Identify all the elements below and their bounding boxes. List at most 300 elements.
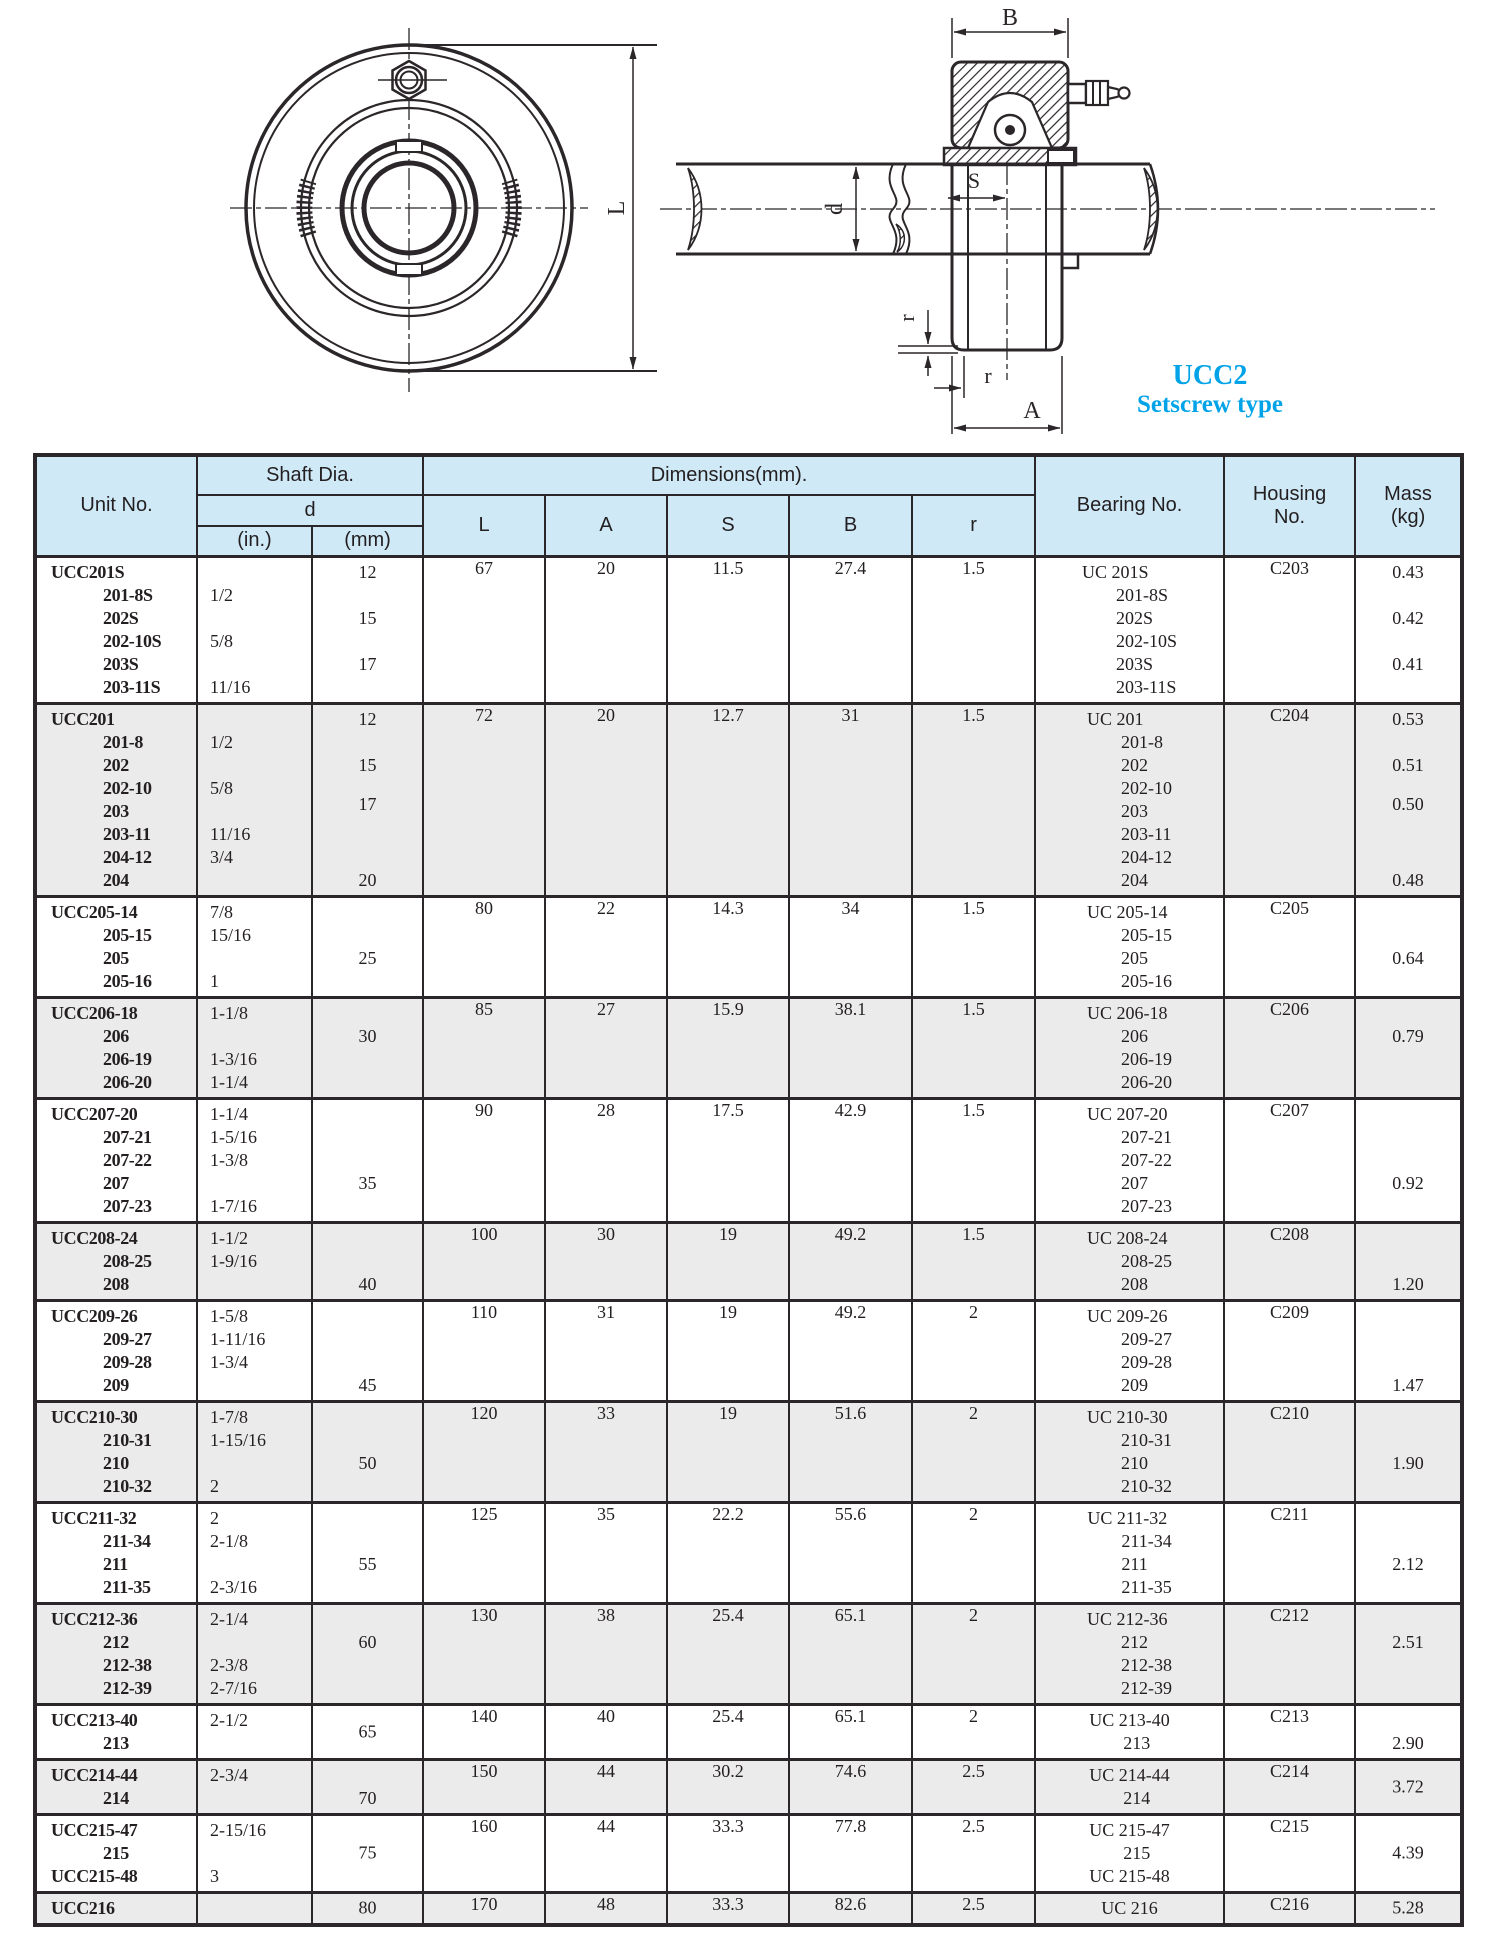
- col-header-housing-no: Housing No.: [1224, 455, 1355, 556]
- shaft-mm-cell-value: 25: [358, 947, 377, 968]
- mass-cell-value: 0.48: [1392, 869, 1424, 890]
- dim-A-cell: 20: [545, 556, 667, 703]
- mass-cell-value: 1.90: [1392, 1452, 1424, 1473]
- unit-no-line: UCC201: [51, 708, 115, 729]
- unit-no-line: 213: [103, 1732, 129, 1753]
- unit-no-line: 201-8S: [103, 584, 153, 605]
- bearing-no-line: UC 211-32: [1087, 1507, 1168, 1528]
- unit-no-line: 202-10: [103, 777, 152, 798]
- dim-r-cell: 2.5: [912, 1759, 1035, 1814]
- shaft-in-cell-value: 1-1/4: [210, 1071, 248, 1092]
- bearing-no-line: 204: [1121, 869, 1149, 890]
- shaft-in-cell-value: 11/16: [210, 823, 251, 844]
- table-row: [35, 1704, 1462, 1759]
- bearing-no-line: 202-10S: [1116, 630, 1178, 651]
- dim-S-cell: 11.5: [667, 556, 789, 703]
- dim-S-cell: 19: [667, 1401, 789, 1502]
- dim-r-cell: 2.5: [912, 1814, 1035, 1892]
- dim-B-cell: 65.1: [789, 1704, 912, 1759]
- dim-r-cell: 1.5: [912, 703, 1035, 896]
- mass-cell-value: 0.43: [1392, 561, 1424, 582]
- unit-no-cell: [35, 997, 197, 1098]
- shaft-in-cell-value: 1-1/2: [210, 1227, 248, 1248]
- dim-A-cell: 35: [545, 1502, 667, 1603]
- series-type: Setscrew type: [1136, 391, 1284, 419]
- knurl-right: [509, 181, 513, 235]
- bearing-no-line: 204-12: [1121, 846, 1173, 867]
- mass-cell: [1355, 1502, 1462, 1603]
- table-header: [35, 455, 1462, 556]
- setscrew-top: [396, 141, 422, 152]
- bearing-no-line: UC 210-30: [1087, 1406, 1168, 1427]
- table-body: [35, 556, 1462, 1925]
- unit-no-line: 206: [103, 1025, 129, 1046]
- unit-no-line: 208: [103, 1273, 129, 1294]
- dim-L-cell: 150: [423, 1759, 545, 1814]
- dim-S-cell: 25.4: [667, 1603, 789, 1704]
- col-header-mm: (mm): [312, 526, 423, 556]
- housing-no-cell: C210: [1224, 1401, 1355, 1502]
- shaft-in-cell-value: 2-15/16: [210, 1819, 266, 1840]
- dim-S-cell: 14.3: [667, 896, 789, 997]
- unit-no-cell: [35, 896, 197, 997]
- unit-no-cell: [35, 1098, 197, 1222]
- dim-A-cell: 33: [545, 1401, 667, 1502]
- housing-no-cell: C208: [1224, 1222, 1355, 1300]
- shaft-in-cell-value: 1-3/4: [210, 1351, 248, 1372]
- unit-no-line: 202: [103, 754, 129, 775]
- bearing-no-line: UC 209-26: [1087, 1305, 1168, 1326]
- shaft-mm-cell: [312, 1704, 423, 1759]
- shaft-in-cell-value: 2-3/4: [210, 1764, 248, 1785]
- shaft-mm-cell: [312, 1759, 423, 1814]
- bearing-no-line: UC 207-20: [1087, 1103, 1168, 1124]
- bearing-no-line: 206: [1121, 1025, 1149, 1046]
- col-header-bearing-no: Bearing No.: [1035, 455, 1224, 556]
- bearing-no-cell: [1035, 1401, 1224, 1502]
- dim-L-cell: 170: [423, 1892, 545, 1925]
- shaft-mm-cell: [312, 1401, 423, 1502]
- unit-no-line: 202S: [103, 607, 139, 628]
- unit-no-line: 209-28: [103, 1351, 152, 1372]
- unit-no-line: 203-11: [103, 823, 151, 844]
- unit-no-line: 206-20: [103, 1071, 152, 1092]
- unit-no-line: 204: [103, 869, 129, 890]
- mass-cell: [1355, 1401, 1462, 1502]
- mass-cell: [1355, 1222, 1462, 1300]
- shaft-in-cell: [197, 1222, 312, 1300]
- shaft-in-cell-value: 1-11/16: [210, 1328, 266, 1349]
- table-row: [35, 1603, 1462, 1704]
- housing-no-cell: C206: [1224, 997, 1355, 1098]
- shaft-in-cell-value: 7/8: [210, 901, 234, 922]
- bearing-no-line: 201-8: [1121, 731, 1164, 752]
- shaft-in-cell: [197, 556, 312, 703]
- unit-no-line: 204-12: [103, 846, 152, 867]
- unit-no-line: 208-25: [103, 1250, 152, 1271]
- mass-cell-value: 1.20: [1392, 1273, 1424, 1294]
- dim-S-cell: 19: [667, 1300, 789, 1401]
- mass-cell-value: 0.53: [1392, 708, 1424, 729]
- col-header-L: L: [423, 495, 545, 556]
- shaft-in-cell-value: 2-1/8: [210, 1530, 248, 1551]
- d-dim-label: d: [822, 203, 848, 215]
- unit-no-cell: [35, 1401, 197, 1502]
- col-header-S: S: [667, 495, 789, 556]
- mass-cell-value: 0.41: [1392, 653, 1424, 674]
- unit-no-line: 210: [103, 1452, 129, 1473]
- shaft-in-cell-value: 2-7/16: [210, 1677, 257, 1698]
- shaft-in-cell-value: 5/8: [210, 630, 234, 651]
- dim-r-cell: 2: [912, 1502, 1035, 1603]
- col-header-mass: Mass (kg): [1355, 455, 1462, 556]
- bearing-no-cell: [1035, 1814, 1224, 1892]
- unit-no-line: UCC207-20: [51, 1103, 138, 1124]
- knurl-left: [304, 181, 308, 235]
- shaft-in-cell: [197, 1502, 312, 1603]
- dim-B-cell: 51.6: [789, 1401, 912, 1502]
- shaft-mm-cell: [312, 1502, 423, 1603]
- dim-L-cell: 125: [423, 1502, 545, 1603]
- dim-r-cell: 2: [912, 1401, 1035, 1502]
- shaft-mm-cell-value: 45: [358, 1374, 377, 1395]
- grease-nipple-boss: [1068, 84, 1086, 103]
- shaft-in-cell-value: 2: [210, 1507, 219, 1528]
- dim-L-cell: 90: [423, 1098, 545, 1222]
- shaft-mm-cell-value: 35: [358, 1172, 377, 1193]
- unit-no-line: 207-21: [103, 1126, 152, 1147]
- shaft-in-cell: [197, 1704, 312, 1759]
- dim-B-cell: 38.1: [789, 997, 912, 1098]
- shaft-mm-cell: [312, 556, 423, 703]
- mass-cell-value: 0.79: [1392, 1025, 1424, 1046]
- spec-table: [33, 453, 1464, 1927]
- shaft-mm-cell-value: 40: [358, 1273, 377, 1294]
- table-row: [35, 703, 1462, 896]
- shaft-in-cell-value: 15/16: [210, 924, 252, 945]
- shaft-mm-cell: [312, 1892, 423, 1925]
- shaft-in-cell-value: 1-15/16: [210, 1429, 266, 1450]
- dim-S-cell: 15.9: [667, 997, 789, 1098]
- dim-S-cell: 25.4: [667, 1704, 789, 1759]
- unit-no-line: 206-19: [103, 1048, 152, 1069]
- dim-A-cell: 20: [545, 703, 667, 896]
- shaft-mm-cell: [312, 1300, 423, 1401]
- mass-cell: [1355, 1603, 1462, 1704]
- col-header-r: r: [912, 495, 1035, 556]
- bearing-no-cell: [1035, 1098, 1224, 1222]
- L-dim-label: L: [604, 200, 630, 216]
- bearing-no-line: 212-39: [1121, 1677, 1173, 1698]
- dim-B-cell: 82.6: [789, 1892, 912, 1925]
- housing-no-cell: C203: [1224, 556, 1355, 703]
- bearing-no-cell: [1035, 1704, 1224, 1759]
- shaft-in-cell-value: 1-3/16: [210, 1048, 257, 1069]
- dim-B-cell: 31: [789, 703, 912, 896]
- unit-no-line: UCC206-18: [51, 1002, 138, 1023]
- shaft-in-cell: [197, 1401, 312, 1502]
- dim-B-cell: 42.9: [789, 1098, 912, 1222]
- dim-r-cell: 2: [912, 1300, 1035, 1401]
- table-row: [35, 1759, 1462, 1814]
- mass-cell-value: 0.50: [1392, 793, 1424, 814]
- table-row: [35, 1401, 1462, 1502]
- bearing-no-cell: [1035, 1892, 1224, 1925]
- col-header-A: A: [545, 495, 667, 556]
- shaft-mm-cell-value: 50: [358, 1452, 377, 1473]
- table-row: [35, 997, 1462, 1098]
- shaft-mm-cell: [312, 703, 423, 896]
- unit-no-line: 212-38: [103, 1654, 152, 1675]
- dim-A-cell: 27: [545, 997, 667, 1098]
- dim-B-cell: 55.6: [789, 1502, 912, 1603]
- unit-no-line: UCC208-24: [51, 1227, 138, 1248]
- dim-S-cell: 19: [667, 1222, 789, 1300]
- dim-L-cell: 72: [423, 703, 545, 896]
- shaft-in-cell-value: 2: [210, 1475, 219, 1496]
- dim-A-cell: 38: [545, 1603, 667, 1704]
- dim-B-cell: 34: [789, 896, 912, 997]
- bearing-no-line: UC 212-36: [1087, 1608, 1168, 1629]
- unit-no-line: UCC213-40: [51, 1709, 138, 1730]
- unit-no-line: 207-22: [103, 1149, 152, 1170]
- dim-L-cell: 130: [423, 1603, 545, 1704]
- housing-no-cell: C214: [1224, 1759, 1355, 1814]
- unit-no-line: 207-23: [103, 1195, 152, 1216]
- housing-no-cell: C211: [1224, 1502, 1355, 1603]
- bearing-no-line: 210: [1121, 1452, 1149, 1473]
- bearing-no-line: 212-38: [1121, 1654, 1173, 1675]
- shaft-in-cell-value: 1-5/8: [210, 1305, 248, 1326]
- housing-no-cell: C204: [1224, 703, 1355, 896]
- dim-A-cell: 22: [545, 896, 667, 997]
- dim-B-cell: 49.2: [789, 1300, 912, 1401]
- housing-no-cell: C213: [1224, 1704, 1355, 1759]
- dim-S-cell: 22.2: [667, 1502, 789, 1603]
- unit-no-line: 209: [103, 1374, 129, 1395]
- bearing-no-line: 214: [1123, 1787, 1151, 1808]
- unit-no-cell: [35, 1222, 197, 1300]
- unit-no-line: 212: [103, 1631, 129, 1652]
- shaft-mm-cell-value: 65: [358, 1721, 377, 1741]
- shaft-mm-cell: [312, 896, 423, 997]
- bearing-no-line: 203: [1121, 800, 1149, 821]
- bearing-no-cell: [1035, 896, 1224, 997]
- unit-no-line: UCC214-44: [51, 1764, 138, 1785]
- unit-no-cell: [35, 1603, 197, 1704]
- shaft-in-cell-value: 2-1/4: [210, 1608, 248, 1629]
- mass-cell-value: 2.12: [1392, 1553, 1424, 1574]
- front-view-drawing: [230, 28, 657, 392]
- bearing-no-line: 205-16: [1121, 970, 1173, 991]
- bearing-no-cell: [1035, 1300, 1224, 1401]
- dim-r-cell: 2.5: [912, 1892, 1035, 1925]
- shaft-in-cell: [197, 1603, 312, 1704]
- shaft-mm-cell-value: 17: [358, 653, 377, 674]
- shaft-in-cell-value: 3/4: [210, 846, 234, 867]
- bearing-no-line: 201-8S: [1116, 584, 1169, 605]
- table-row: [35, 1300, 1462, 1401]
- shaft-in-cell-value: 3: [210, 1865, 219, 1886]
- dim-L-cell: 120: [423, 1401, 545, 1502]
- dim-r-cell: 2: [912, 1603, 1035, 1704]
- dim-r-cell: 1.5: [912, 1098, 1035, 1222]
- table-row: [35, 1892, 1462, 1925]
- dim-S-cell: 30.2: [667, 1759, 789, 1814]
- unit-no-line: UCC209-26: [51, 1305, 138, 1326]
- shaft-in-cell: [197, 1098, 312, 1222]
- bearing-no-line: 213: [1123, 1732, 1151, 1753]
- r1-dim-label: r: [894, 314, 919, 322]
- unit-no-line: UCC215-48: [51, 1865, 138, 1886]
- mass-cell-value: 0.64: [1392, 947, 1424, 968]
- col-header-d: d: [197, 495, 423, 526]
- unit-no-line: 203S: [103, 653, 139, 674]
- shaft-in-cell: [197, 896, 312, 997]
- col-header-dimensions: Dimensions(mm).: [423, 455, 1035, 495]
- unit-no-line: 207: [103, 1172, 129, 1193]
- bearing-no-line: 209-28: [1121, 1351, 1173, 1372]
- shaft-in-cell-value: 1-5/16: [210, 1126, 257, 1147]
- shaft-in-cell-value: 5/8: [210, 777, 234, 798]
- shaft-in-cell-value: 1/2: [210, 731, 234, 752]
- bearing-no-line: 208: [1121, 1273, 1149, 1294]
- housing-no-cell: C207: [1224, 1098, 1355, 1222]
- mass-cell: [1355, 896, 1462, 997]
- dim-r-cell: 2: [912, 1704, 1035, 1759]
- shaft-in-cell-value: 1-3/8: [210, 1149, 248, 1170]
- shaft-mm-cell: [312, 1603, 423, 1704]
- bearing-no-line: UC 201S: [1082, 561, 1149, 582]
- shaft-mm-cell-value: 80: [358, 1897, 377, 1918]
- shaft-in-cell: [197, 1759, 312, 1814]
- col-header-in: (in.): [197, 526, 312, 556]
- bearing-no-line: 203S: [1116, 653, 1154, 674]
- unit-no-cell: [35, 1892, 197, 1925]
- bearing-no-line: 207-23: [1121, 1195, 1173, 1216]
- bearing-no-line: 203-11S: [1116, 676, 1177, 697]
- dim-L-cell: 80: [423, 896, 545, 997]
- dim-r-cell: 1.5: [912, 997, 1035, 1098]
- unit-no-line: 214: [103, 1787, 129, 1808]
- shaft-in-cell-value: 1/2: [210, 584, 234, 605]
- mass-cell: [1355, 1814, 1462, 1892]
- shaft-in-cell: [197, 997, 312, 1098]
- shaft-mm-cell: [312, 997, 423, 1098]
- unit-no-line: UCC211-32: [51, 1507, 137, 1528]
- mass-cell: [1355, 703, 1462, 896]
- unit-no-cell: [35, 1759, 197, 1814]
- bearing-no-cell: [1035, 1759, 1224, 1814]
- bearing-no-line: UC 205-14: [1087, 901, 1168, 922]
- dim-A-cell: 44: [545, 1759, 667, 1814]
- A-dim-label: A: [1023, 398, 1041, 424]
- shaft-mm-cell-value: 60: [358, 1631, 377, 1652]
- mass-cell-value: 0.51: [1392, 754, 1424, 775]
- unit-no-line: 203-11S: [103, 676, 161, 697]
- dim-L-cell: 67: [423, 556, 545, 703]
- dim-A-cell: 44: [545, 1814, 667, 1892]
- bearing-no-line: UC 206-18: [1087, 1002, 1168, 1023]
- bearing-no-line: 203-11: [1121, 823, 1172, 844]
- unit-no-line: 203: [103, 800, 129, 821]
- shaft-mm-cell: [312, 1098, 423, 1222]
- dim-S-cell: 33.3: [667, 1814, 789, 1892]
- unit-no-line: 205: [103, 947, 129, 968]
- housing-no-cell: C205: [1224, 896, 1355, 997]
- unit-no-line: 205-16: [103, 970, 152, 991]
- shaft-mm-cell-value: 30: [358, 1025, 377, 1046]
- unit-no-line: UCC215-47: [51, 1819, 138, 1840]
- mass-cell: [1355, 1300, 1462, 1401]
- dim-A-cell: 31: [545, 1300, 667, 1401]
- unit-no-line: UCC216: [51, 1897, 115, 1918]
- shaft-mm-cell-value: 15: [358, 607, 377, 628]
- unit-no-line: 212-39: [103, 1677, 152, 1698]
- unit-no-cell: [35, 1300, 197, 1401]
- unit-no-line: UCC201S: [51, 561, 125, 582]
- unit-no-cell: [35, 1502, 197, 1603]
- shaft-mm-cell-value: 55: [358, 1553, 377, 1574]
- grease-nipple-thread: [1086, 81, 1108, 105]
- mass-cell-value: 0.42: [1392, 607, 1424, 628]
- dim-S-cell: 33.3: [667, 1892, 789, 1925]
- shaft-mm-cell-value: 75: [358, 1842, 377, 1863]
- bearing-no-line: 206-20: [1121, 1071, 1173, 1092]
- dim-r-cell: 1.5: [912, 1222, 1035, 1300]
- shaft-mm-cell-value: 15: [358, 754, 377, 775]
- shaft-in-cell-value: 1-7/16: [210, 1195, 257, 1216]
- unit-no-line: 210-31: [103, 1429, 152, 1450]
- collar-step: [1062, 254, 1078, 268]
- bearing-no-cell: [1035, 556, 1224, 703]
- mass-cell: [1355, 997, 1462, 1098]
- unit-no-line: 211-34: [103, 1530, 151, 1551]
- shaft-in-cell-value: 2-3/8: [210, 1654, 248, 1675]
- bearing-no-line: 202S: [1116, 607, 1154, 628]
- bearing-no-line: UC 208-24: [1087, 1227, 1168, 1248]
- mass-cell: [1355, 1704, 1462, 1759]
- bearing-no-cell: [1035, 1603, 1224, 1704]
- bearing-no-line: 205: [1121, 947, 1149, 968]
- housing-no-cell: C215: [1224, 1814, 1355, 1892]
- table-row: [35, 1222, 1462, 1300]
- dim-S-cell: 12.7: [667, 703, 789, 896]
- dim-L-cell: 140: [423, 1704, 545, 1759]
- shaft-mm-cell-value: 12: [358, 708, 377, 729]
- dim-S-cell: 17.5: [667, 1098, 789, 1222]
- dim-B-cell: 74.6: [789, 1759, 912, 1814]
- housing-no-cell: C209: [1224, 1300, 1355, 1401]
- bearing-no-line: UC 213-40: [1089, 1709, 1170, 1730]
- shaft-in-cell-value: 1-9/16: [210, 1250, 257, 1271]
- dim-r-cell: 1.5: [912, 896, 1035, 997]
- bearing-no-line: 211-34: [1121, 1530, 1172, 1551]
- unit-no-line: 211-35: [103, 1576, 151, 1597]
- S-dim-label: S: [967, 168, 981, 193]
- shaft-in-cell-value: 1-1/8: [210, 1002, 248, 1023]
- dim-L-cell: 100: [423, 1222, 545, 1300]
- bearing-no-line: 210-31: [1121, 1429, 1173, 1450]
- table-row: [35, 1502, 1462, 1603]
- dim-B-cell: 77.8: [789, 1814, 912, 1892]
- unit-no-line: 211: [103, 1553, 128, 1574]
- shaft-mm-cell: [312, 1814, 423, 1892]
- bearing-no-line: 215: [1123, 1842, 1151, 1863]
- shaft-in-cell: [197, 703, 312, 896]
- shaft-in-cell-value: 1: [210, 970, 219, 991]
- bearing-no-line: UC 201: [1087, 708, 1144, 729]
